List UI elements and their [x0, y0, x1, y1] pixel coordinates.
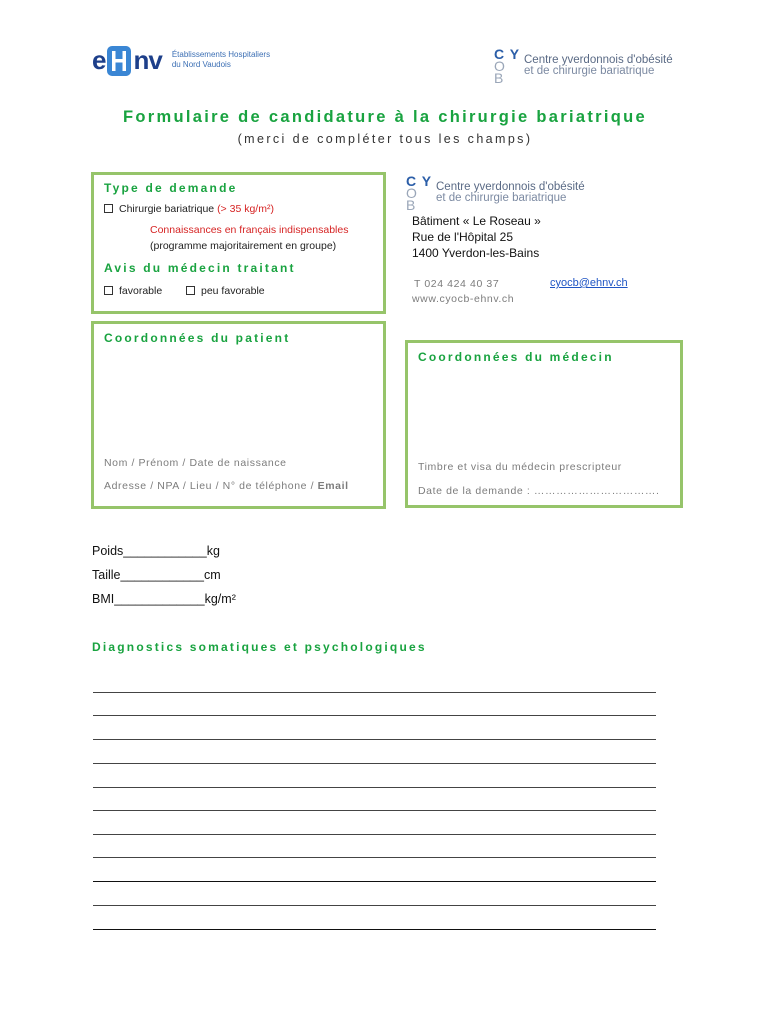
diagnostics-line[interactable]: [93, 881, 656, 882]
ehnv-subtitle-line2: du Nord Vaudois: [171, 60, 231, 69]
diagnostics-line[interactable]: [93, 787, 656, 788]
cyob-line2: et de chirurgie bariatrique: [524, 65, 655, 77]
diagnostics-line[interactable]: [93, 763, 656, 764]
cyob-mark-top: C Y: [494, 46, 521, 62]
cyob-center-line2: et de chirurgie bariatrique: [436, 192, 567, 204]
peu-favorable-checkbox[interactable]: [186, 286, 195, 295]
diagnostics-line[interactable]: [93, 692, 656, 693]
height-field[interactable]: [92, 568, 221, 582]
patient-heading: Coordonnées du patient: [104, 331, 291, 345]
weight-field[interactable]: [92, 544, 220, 558]
bariatric-checkbox[interactable]: [104, 204, 113, 213]
ehnv-logo-e: e: [92, 44, 106, 75]
peu-favorable-label: peu favorable: [201, 285, 265, 297]
ehnv-h-icon: [106, 45, 132, 75]
cyob-line1: Centre yverdonnois d'obésité: [524, 54, 673, 66]
cyob-mark-icon: [494, 48, 524, 84]
height-label: Taille: [92, 568, 121, 582]
height-unit: cm: [203, 568, 221, 582]
diagnostics-heading: Diagnostics somatiques et psychologiques: [92, 640, 427, 654]
cyob-mark-bottom: O B: [494, 58, 508, 86]
avis-peu-favorable[interactable]: [186, 285, 265, 297]
diagnostics-line[interactable]: [93, 739, 656, 740]
favorable-label: favorable: [119, 285, 163, 297]
diagnostics-line[interactable]: [93, 810, 656, 811]
bmi-field[interactable]: [92, 592, 236, 606]
page-title: Formulaire de candidature à la chirurgie bariatrique: [123, 108, 647, 126]
address-line3: 1400 Yverdon-les-Bains: [412, 246, 540, 260]
diagnostics-line[interactable]: [93, 929, 656, 930]
ehnv-logo-nv: nv: [133, 44, 162, 75]
medecin-heading: Coordonnées du médecin: [418, 350, 614, 364]
ehnv-subtitle-line1: Établissements Hospitaliers: [171, 50, 271, 59]
patient-address-label: [104, 480, 349, 492]
medecin-box: [405, 340, 683, 508]
height-blank[interactable]: ____________: [120, 568, 204, 582]
avis-heading: Avis du médecin traitant: [104, 261, 296, 275]
patient-address-text: Adresse / NPA / Lieu / N° de téléphone /: [104, 480, 318, 492]
address-line2: Rue de l'Hôpital 25: [412, 230, 514, 244]
weight-unit: kg: [206, 544, 220, 558]
avis-favorable[interactable]: [104, 285, 162, 297]
cyob-text: [524, 55, 673, 77]
medecin-stamp-label: Timbre et visa du médecin prescripteur: [418, 461, 622, 473]
language-note: Connaissances en français indispensables: [150, 224, 349, 236]
page-subtitle: (merci de compléter tous les champs): [237, 132, 533, 146]
center-website: www.cyocb-ehnv.ch: [412, 293, 515, 305]
diagnostics-line[interactable]: [93, 905, 656, 906]
center-phone: T 024 424 40 37: [414, 278, 500, 290]
cyob-center-line1: Centre yverdonnois d'obésité: [436, 181, 585, 193]
patient-email-text: Email: [317, 480, 349, 492]
bariatric-option[interactable]: [104, 203, 274, 215]
ehnv-logo: [92, 42, 270, 78]
bariatric-option-note: (> 35 kg/m²): [217, 203, 274, 215]
bariatric-option-label: Chirurgie bariatrique: [119, 203, 215, 215]
cyob-logo-center: [406, 175, 585, 211]
type-demande-heading: Type de demande: [104, 181, 238, 195]
weight-blank[interactable]: ____________: [123, 544, 207, 558]
cyob-logo-header: [494, 48, 673, 84]
center-email-link[interactable]: cyocb@ehnv.ch: [550, 277, 628, 289]
ehnv-subtitle: [172, 50, 270, 70]
type-demande-box: [91, 172, 386, 314]
cyob-center-mark-bottom: O B: [406, 185, 420, 213]
address-line1: Bâtiment « Le Roseau »: [412, 214, 541, 228]
cyob-center-text: [436, 182, 585, 204]
diagnostics-line[interactable]: [93, 834, 656, 835]
bmi-unit: kg/m²: [204, 592, 236, 606]
bmi-blank[interactable]: _____________: [114, 592, 205, 606]
cyob-center-mark-top: C Y: [406, 173, 433, 189]
program-note: (programme majoritairement en groupe): [150, 240, 337, 252]
patient-name-label: Nom / Prénom / Date de naissance: [104, 457, 287, 469]
diagnostics-line[interactable]: [93, 857, 656, 858]
favorable-checkbox[interactable]: [104, 286, 113, 295]
request-date-label: Date de la demande : …………………………….: [418, 485, 660, 497]
cyob-mark-center-icon: [406, 175, 436, 211]
center-address: [412, 213, 541, 261]
weight-label: Poids: [92, 544, 124, 558]
diagnostics-line[interactable]: [93, 715, 656, 716]
patient-box: [91, 321, 386, 509]
bmi-label: BMI: [92, 592, 115, 606]
